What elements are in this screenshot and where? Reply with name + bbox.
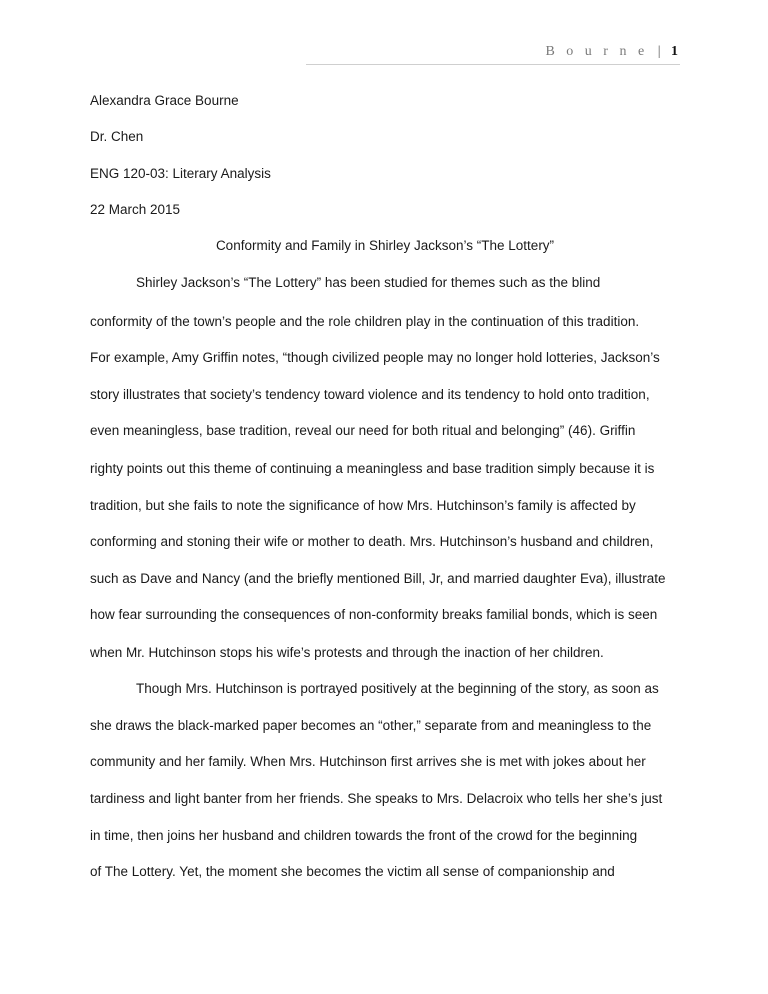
body-line: conforming and stoning their wife or mother to death. Mrs. Hutchinson’s husband and children,: [90, 534, 654, 549]
body-line: how fear surrounding the consequences of non-conformity breaks familial bonds, which is seen: [90, 607, 658, 622]
page-number: 1: [671, 44, 678, 59]
essay-title: Conformity and Family in Shirley Jackson’s “The Lottery”: [215, 238, 555, 253]
running-header: [545, 44, 678, 60]
body-line: such as Dave and Nancy (and the briefly mentioned Bill, Jr, and married daughter Eva), illustrate: [90, 571, 666, 586]
body-line: tradition, but she fails to note the significance of how Mrs. Hutchinson’s family is affected by: [90, 498, 636, 513]
header-separator: |: [657, 44, 661, 59]
body-line: she draws the black-marked paper becomes an “other,” separate from and meaningless to the: [90, 718, 652, 733]
body-line: conformity of the town’s people and the role children play in the continuation of this tradition.: [90, 314, 640, 329]
instructor-name: Dr. Chen: [90, 129, 144, 144]
body-line: tardiness and light banter from her friends. She speaks to Mrs. Delacroix who tells her she’s just: [90, 791, 663, 806]
header-author-name: B o u r n e: [545, 44, 649, 59]
body-line: community and her family. When Mrs. Hutchinson first arrives she is met with jokes about her: [90, 754, 646, 769]
body-line: righty points out this theme of continuing a meaningless and base tradition simply because it is: [90, 461, 655, 476]
body-line: even meaningless, base tradition, reveal our need for both ritual and belonging” (46). Griffin: [90, 423, 636, 438]
body-line: Shirley Jackson’s “The Lottery” has been studied for themes such as the blind: [136, 275, 601, 290]
essay-date: 22 March 2015: [90, 202, 181, 217]
body-line: story illustrates that society’s tendency toward violence and its tendency to hold onto tradition,: [90, 387, 650, 402]
body-line: For example, Amy Griffin notes, “though civilized people may no longer hold lotteries, Jackson’s: [90, 350, 660, 365]
body-line: of The Lottery. Yet, the moment she becomes the victim all sense of companionship and: [90, 864, 615, 879]
body-line: in time, then joins her husband and children towards the front of the crowd for the beginning: [90, 828, 638, 843]
course-name: ENG 120-03: Literary Analysis: [90, 166, 271, 181]
body-line: when Mr. Hutchinson stops his wife’s protests and through the inaction of her children.: [90, 645, 604, 660]
header-rule: [306, 64, 680, 65]
student-name: Alexandra Grace Bourne: [90, 93, 239, 108]
body-line: Though Mrs. Hutchinson is portrayed positively at the beginning of the story, as soon as: [136, 681, 659, 696]
